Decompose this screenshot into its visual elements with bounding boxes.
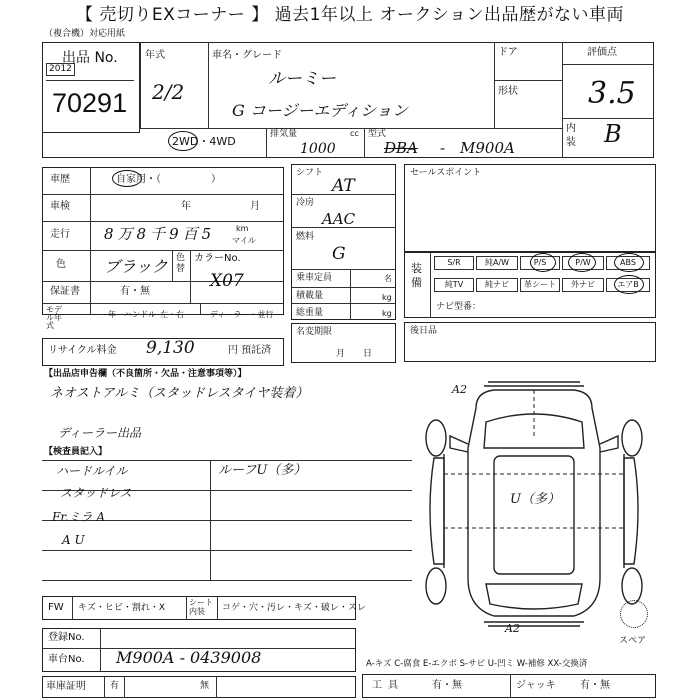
year-label: 年式 <box>145 50 165 61</box>
divider <box>510 674 511 698</box>
displacement-label: 排気量 <box>270 129 298 139</box>
lot-number: 70291 <box>52 88 128 118</box>
inspection-label: 車検 <box>50 201 70 212</box>
interior-value: B <box>604 120 622 148</box>
inspector-right: ルーフU（多） <box>218 463 307 478</box>
car-diagram <box>414 378 658 640</box>
divider <box>364 128 365 158</box>
legend: A-キズ C-腐食 E-エクボ S-サビ U-凹ミ W-補修 XX-交換済 <box>366 659 588 669</box>
score-label: 評価点 <box>587 47 617 58</box>
page-banner: 【 売切りEXコーナー 】 過去1年以上 オークション出品歴がない車両 <box>0 0 700 30</box>
model-value-dash: - <box>440 139 446 157</box>
color-code-label: カラーNo. <box>194 253 241 264</box>
capacity-unit: 名 <box>384 274 392 283</box>
displacement-unit: cc <box>350 129 359 138</box>
name-change-unit: 月 日 <box>336 349 373 359</box>
inspector-item-1: ハードルイル <box>56 464 128 478</box>
exhibitor-line3: ディーラー出品 <box>58 426 142 440</box>
inspection-month: 月 <box>250 201 260 212</box>
model-year-unit: 年 <box>108 310 116 319</box>
lot-year: 2012 <box>46 63 75 76</box>
seat-label: シート内装 <box>189 598 213 616</box>
inspector-item-4: A U <box>62 533 85 547</box>
cert-box <box>42 676 356 698</box>
divider <box>562 118 654 119</box>
recycle-value: 9,130 <box>146 338 195 358</box>
interior-label: 内装 <box>566 123 576 148</box>
cert-label: 車庫証明 <box>46 681 86 692</box>
exhibitor-label: 【出品店申告欄（不良箇所・欠品・注意事項等）】 <box>44 369 247 379</box>
chassis-label: 車台No. <box>48 654 85 665</box>
chassis-value: M900A - 0439008 <box>116 648 262 667</box>
color-code-value: X07 <box>210 271 244 291</box>
drive-options: 2WD・4WD <box>172 135 236 148</box>
ac-value: AAC <box>322 210 356 228</box>
divider <box>266 128 267 158</box>
divider <box>494 42 495 128</box>
registration-label: 登録No. <box>48 632 85 643</box>
total-weight-label: 総重量 <box>296 308 324 318</box>
total-weight-unit: kg <box>382 309 392 318</box>
divider <box>350 269 351 320</box>
name-change-label: 名変期限 <box>296 327 333 337</box>
ac-label: 冷房 <box>296 198 315 208</box>
history-selected-circle <box>112 170 142 187</box>
divider <box>172 250 173 281</box>
tool-options: 有・無 <box>432 680 462 691</box>
divider <box>208 42 209 128</box>
fuel-value: G <box>332 244 346 264</box>
warranty-label: 保証書 <box>50 286 80 297</box>
door-label: ドア <box>498 47 518 58</box>
lot-label: 出品 No. <box>62 50 118 66</box>
mileage-label: 走行 <box>50 229 70 240</box>
handle-label: ハンドル <box>124 310 156 319</box>
sub-header: （複合機）対応用紙 <box>44 29 126 39</box>
divider <box>42 194 284 195</box>
divider <box>190 250 191 303</box>
equip-leather: 革シート <box>520 278 560 292</box>
navi-label: ナビ型番： <box>436 302 482 312</box>
color-label: 色 <box>56 259 66 270</box>
inspector-item-2: スタッドレス <box>60 486 132 500</box>
mileage-unit-km: km <box>236 224 249 233</box>
divider <box>186 596 187 620</box>
divider <box>562 42 563 158</box>
equip-aw: 純A/W <box>476 256 518 270</box>
equip-airbag: エアB <box>606 278 650 292</box>
model-value: M900A <box>460 139 515 157</box>
divider <box>90 167 91 315</box>
mileage-unit-mile: マイル <box>232 236 256 245</box>
tool-label: 工具 <box>372 680 404 691</box>
name-label: 車名・グレード <box>212 50 282 61</box>
handle-options: 左・右 <box>160 310 184 319</box>
divider <box>210 460 211 580</box>
inspector-label: 【検査員記入】 <box>44 447 108 457</box>
jack-options: 有・無 <box>580 680 610 691</box>
history-options: 自家用・（ ） <box>116 174 221 185</box>
equipment-label: 装備 <box>411 262 422 289</box>
exhibitor-line2: （スタッドレスタイヤ装着） <box>140 386 309 401</box>
aftermarket-label: 後日品 <box>410 326 438 336</box>
equip-tv: 純TV <box>434 278 474 292</box>
jack-label: ジャッキ <box>516 680 556 691</box>
capacity-label: 乗車定員 <box>296 273 333 283</box>
model-prefix: DBA <box>384 139 418 157</box>
model-label: 型式 <box>368 129 387 139</box>
shift-label: シフト <box>296 168 324 178</box>
divider <box>42 550 412 551</box>
equip-pw-circle <box>568 253 596 272</box>
model-year-label: モデル年式 <box>46 305 62 330</box>
divider <box>42 303 284 304</box>
equip-abs-circle <box>614 253 644 272</box>
exhibitor-line1: ネオストアルミ <box>50 386 140 401</box>
divider <box>42 281 284 282</box>
equip-sr: S/R <box>434 256 474 270</box>
equip-ps: P/S <box>520 256 560 270</box>
load-label: 積載量 <box>296 291 324 301</box>
mileage-value: 8万8千9百5 <box>104 225 216 243</box>
divider <box>217 596 218 620</box>
spare-label: スペア <box>619 636 647 646</box>
cert-col2: 無 <box>200 681 210 691</box>
divider <box>42 221 284 222</box>
warranty-options: 有・無 <box>120 286 150 297</box>
divider <box>104 676 105 698</box>
divider <box>291 303 396 304</box>
inspection-year: 年 <box>181 201 191 212</box>
seat-options: コゲ・穴・汚レ・キズ・破レ・スレ <box>222 603 366 613</box>
year-value: 2/2 <box>152 80 185 104</box>
cert-col1: 有 <box>110 681 120 691</box>
score-value: 3.5 <box>588 76 636 111</box>
history-label: 車歴 <box>50 174 70 185</box>
equip-pw: P/W <box>562 256 604 270</box>
color-change-label: 色替 <box>176 253 186 274</box>
displacement-value: 1000 <box>300 141 336 157</box>
divider <box>430 252 431 318</box>
divider <box>140 42 141 128</box>
equip-ext-navi: 外ナビ <box>562 278 604 292</box>
car-name: ルーミー <box>268 69 336 89</box>
diagram-mark-front: A2 <box>452 383 467 396</box>
divider <box>200 303 201 315</box>
dealer-label: ディーラー・並行 <box>210 310 274 319</box>
divider <box>562 64 654 65</box>
equip-ps-circle <box>530 253 556 272</box>
diagram-mark-rear: A2 <box>505 622 520 635</box>
aftermarket-box <box>404 322 656 362</box>
inspector-item-3: Fr.ミラ A <box>52 510 106 524</box>
fuel-label: 燃料 <box>296 232 315 242</box>
shift-value: AT <box>332 176 355 196</box>
divider <box>291 269 396 270</box>
divider <box>100 628 101 672</box>
shape-label: 形状 <box>498 86 518 97</box>
diagram-mark-roof: U（多） <box>510 492 560 507</box>
equip-navi: 純ナビ <box>476 278 518 292</box>
divider <box>291 287 396 288</box>
divider <box>42 250 284 251</box>
grade: G コージーエディション <box>232 101 408 120</box>
fw-options: キズ・ヒビ・割れ・X <box>78 603 165 613</box>
recycle-unit: 円 預託済 <box>228 345 272 356</box>
equip-airbag-circle <box>614 275 644 294</box>
recycle-label: リサイクル料金 <box>48 345 117 356</box>
divider <box>72 596 73 620</box>
spare-circle <box>620 600 648 628</box>
divider <box>42 580 412 581</box>
divider <box>124 676 125 698</box>
equip-abs: ABS <box>606 256 650 270</box>
fw-label: FW <box>48 602 64 613</box>
load-unit: kg <box>382 293 392 302</box>
tool-box <box>362 674 656 698</box>
divider <box>494 80 562 81</box>
sales-point-label: セールスポイント <box>410 168 482 178</box>
color-value: ブラック <box>104 257 168 276</box>
divider <box>216 676 217 698</box>
